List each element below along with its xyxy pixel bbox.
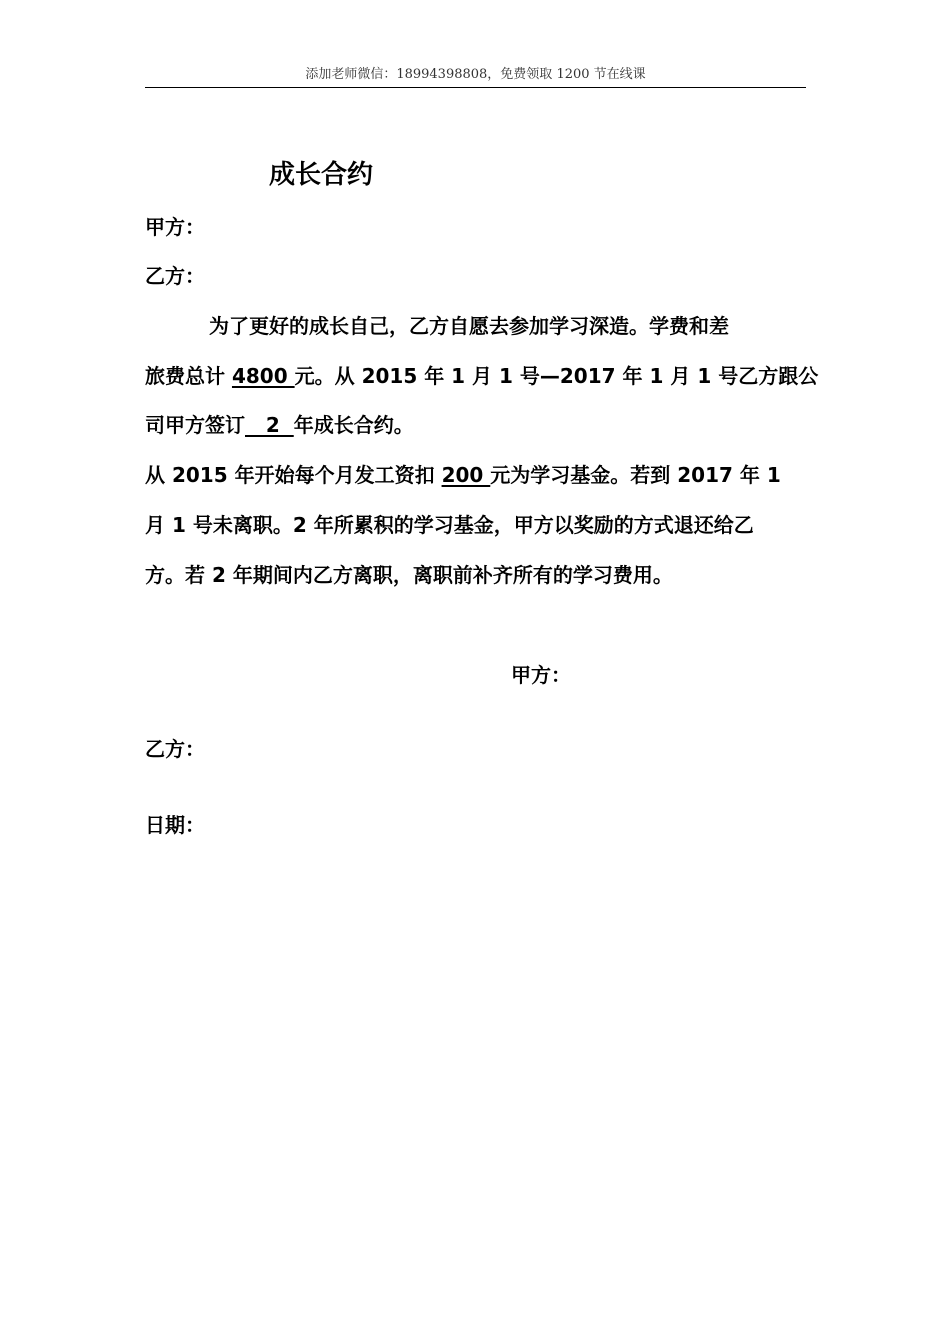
body-line-4-end: 元为学习基金。若到 2017 年 1 bbox=[490, 463, 781, 487]
body-line-1: 为了更好的成长自己，乙方自愿去参加学习深造。学费和差 bbox=[209, 314, 729, 338]
header-rule bbox=[145, 87, 806, 88]
monthly-deduction: 200 bbox=[441, 463, 491, 487]
document-title: 成长合约 bbox=[269, 160, 374, 190]
body-line-3 bbox=[145, 410, 414, 440]
party-b-label: 乙方： bbox=[145, 264, 205, 288]
signature-party-a: 甲方： bbox=[511, 663, 571, 687]
tuition-amount: 4800 bbox=[231, 364, 295, 388]
body-line-3-end: 年成长合约。 bbox=[293, 413, 414, 437]
body-line-3-start: 司甲方签订 bbox=[145, 413, 245, 437]
body-line-6: 方。若 2 年期间内乙方离职，离职前补齐所有的学习费用。 bbox=[145, 563, 673, 587]
party-a-label: 甲方： bbox=[145, 215, 205, 239]
body-line-4-start: 从 2015 年开始每个月发工资扣 bbox=[145, 463, 442, 487]
body-line-2-start: 旅费总计 bbox=[145, 364, 232, 388]
body-line-5: 月 1 号未离职。2 年所累积的学习基金，甲方以奖励的方式退还给乙 bbox=[145, 513, 754, 537]
signature-party-b: 乙方： bbox=[145, 737, 205, 761]
signature-date: 日期： bbox=[145, 813, 205, 837]
contract-years: 2 bbox=[245, 413, 294, 437]
body-line-2-end: 元。从 2015 年 1 月 1 号—2017 年 1 月 1 号乙方跟公 bbox=[294, 364, 819, 388]
body-line-2 bbox=[145, 361, 818, 391]
body-line-4 bbox=[145, 460, 781, 490]
page-header: 添加老师微信：18994398808，免费领取 1200 节在线课 bbox=[305, 67, 646, 82]
